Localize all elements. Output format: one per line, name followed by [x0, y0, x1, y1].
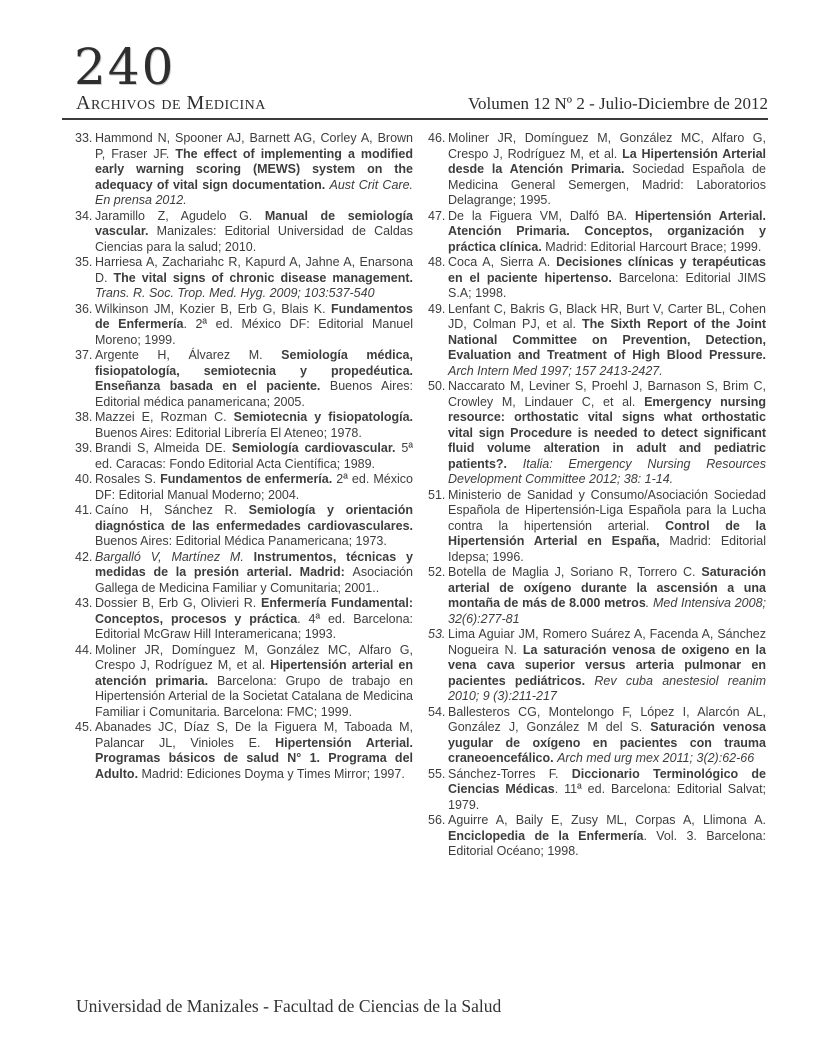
- reference-segment-bold: Saturación venosa yugular de oxígeno en pacientes con trauma craneoencefálico.: [448, 720, 766, 765]
- reference-segment-italic: Italia: Emergency Nursing Resources Development Committee 2012; 38: 1-14.: [448, 456, 766, 486]
- reference-number: 49.: [428, 301, 446, 316]
- reference-segment-bold: Fundamentos de enfermería.: [160, 472, 337, 486]
- reference-item: [428, 767, 766, 814]
- reference-item: [428, 379, 766, 488]
- reference-segment-bold: The effect of implementing a modified early warning scoring (MEWS) system on the adequacy of vital sign documentation.: [95, 146, 413, 192]
- reference-number: 54.: [428, 704, 446, 719]
- reference-segment-regular: 2ª ed. México DF: Editorial Manual Moderno; 2004.: [95, 472, 413, 502]
- reference-text: [448, 767, 766, 814]
- reference-number: 33.: [75, 131, 93, 145]
- reference-segment-italic: Trans. R. Soc. Trop. Med. Hyg. 2009; 103:537-540: [95, 286, 375, 300]
- reference-number: 51.: [428, 487, 446, 502]
- reference-number: 53.: [428, 627, 446, 641]
- reference-number: 41.: [75, 503, 93, 517]
- reference-segment-regular: . 4ª ed. Barcelona: Editorial McGraw Hill Interamericana; 1993.: [95, 611, 413, 641]
- reference-segment-bold: Diccionario Terminológico de Ciencias Médicas: [448, 766, 766, 796]
- reference-text: [448, 255, 766, 302]
- reference-segment-regular: Moliner JR, Domínguez M, González MC, Alfaro G, Crespo J, Rodríguez M, et al.: [95, 642, 413, 672]
- reference-segment-bold: Semiología y orientación diagnóstica de las enfermedades cardiovasculares.: [95, 503, 413, 533]
- reference-item: [75, 131, 413, 209]
- reference-segment-regular: Wilkinson JM, Kozier B, Erb G, Blais K.: [95, 301, 332, 316]
- references-column-left: [75, 131, 413, 860]
- reference-item: [75, 410, 413, 441]
- reference-item: [75, 441, 413, 472]
- reference-segment-bold: Control de la Hipertensión Arterial en España,: [448, 518, 766, 548]
- reference-segment-regular: De la Figuera VM, Dalfó BA.: [448, 208, 635, 223]
- reference-item: [75, 472, 413, 503]
- reference-segment-bold: Decisiones clínicas y terapéuticas en el paciente hipertenso.: [448, 255, 766, 285]
- reference-segment-bold: Hipertensión Arterial. Atención Primaria. Conceptos, organización y práctica clínica.: [448, 208, 766, 254]
- reference-text: [95, 643, 413, 721]
- page-number: 240: [74, 38, 176, 96]
- reference-item: [75, 302, 413, 349]
- reference-segment-italic: Arch med urg mex 2011; 3(2):62-66: [557, 751, 755, 765]
- reference-segment-bold: Semiología médica, fisiopatología, semiotecnia y propedéutica. Enseñanza basada en el paciente.: [95, 348, 413, 393]
- reference-text: [95, 503, 413, 550]
- reference-item: [428, 255, 766, 302]
- reference-segment-regular: Buenos Aires: Editorial médica panamericana; 2005.: [95, 379, 413, 409]
- reference-number: 42.: [75, 549, 93, 564]
- reference-segment-regular: . 2ª ed. México DF: Editorial Manuel Moreno; 1999.: [95, 317, 413, 347]
- reference-segment-bold: Semiología cardiovascular.: [231, 441, 402, 455]
- reference-text: [448, 627, 766, 705]
- reference-segment-regular: . Vol. 3. Barcelona: Editorial Océano; 1998.: [448, 828, 766, 858]
- reference-item: [75, 720, 413, 782]
- references-column-right: [428, 131, 766, 860]
- reference-segment-regular: Ballesteros CG, Montelongo F, López I, Alarcón AL, González J, González M del S.: [448, 704, 766, 734]
- reference-segment-regular: Ministerio de Sanidad y Consumo/Asociación Sociedad Española de Hipertensión-Liga Española para la Lucha contra la hipertensión arterial.: [448, 487, 766, 533]
- reference-text: [95, 255, 413, 302]
- reference-number: 40.: [75, 472, 93, 486]
- reference-number: 52.: [428, 565, 446, 579]
- reference-segment-regular: Sociedad Española de Medicina General Semergen, Madrid: Laboratorios Delagrange; 1995.: [448, 162, 766, 207]
- reference-segment-bold: Instrumentos, técnicas y medidas de la presión arterial. Madrid:: [95, 549, 414, 579]
- reference-segment-regular: Madrid: Ediciones Doyma y Times Mirror; 1997.: [141, 766, 405, 781]
- reference-text: [95, 131, 413, 209]
- reference-text: [95, 410, 413, 441]
- reference-number: 37.: [75, 348, 93, 362]
- reference-number: 45.: [75, 720, 93, 734]
- reference-number: 43.: [75, 596, 93, 610]
- reference-segment-bold: Manual de semiología vascular.: [95, 208, 413, 238]
- reference-segment-regular: Buenos Aires: Editorial Médica Panamericana; 1973.: [95, 534, 387, 548]
- reference-text: [448, 131, 766, 209]
- reference-segment-regular: Asociación Gallega de Medicina Familiar y Comunitaria; 2001..: [95, 565, 413, 595]
- issue-info: Volumen 12 Nº 2 - Julio-Diciembre de 2012: [467, 94, 768, 113]
- reference-text: [448, 565, 766, 627]
- reference-item: [75, 209, 413, 256]
- journal-title: Archivos de Medicina: [76, 92, 266, 114]
- reference-segment-regular: Rosales S.: [95, 472, 161, 486]
- reference-segment-bold: Emergency nursing resource: orthostatic vital signs what orthostatic vital sign Procedure is needed to detect significant fluid volume alteration in adult and pediatric patients?.: [448, 394, 766, 471]
- reference-number: 38.: [75, 410, 93, 424]
- reference-segment-regular: Barcelona: Grupo de trabajo en Hipertensión Arterial de la Societat Catalana de Medicina Familiar i Comunitaria. Barcelona: FMC; 1999.: [95, 673, 413, 719]
- reference-segment-regular: Mazzei E, Rozman C.: [95, 410, 234, 424]
- reference-segment-regular: Madrid: Editorial Idepsa; 1996.: [448, 534, 766, 564]
- reference-segment-regular: Barcelona: Editorial JIMS S.A; 1998.: [448, 270, 766, 300]
- reference-number: 39.: [75, 441, 93, 455]
- reference-item: [428, 813, 766, 860]
- reference-segment-italic: Aust Crit Care. En prensa 2012.: [95, 177, 414, 207]
- reference-item: [75, 596, 413, 643]
- reference-segment-italic: Rev cuba anestesiol reanim 2010; 9 (3):211-217: [448, 673, 766, 703]
- reference-segment-italic: . Med Intensiva 2008; 32(6):277-81: [448, 596, 766, 626]
- reference-text: [448, 379, 766, 488]
- reference-number: 47.: [428, 208, 446, 223]
- header-row: [62, 92, 768, 120]
- reference-number: 56.: [428, 813, 446, 827]
- reference-segment-regular: Hammond N, Spooner AJ, Barnett AG, Corley A, Brown P, Fraser JF.: [95, 131, 413, 161]
- reference-segment-regular: Lima Aguiar JM, Romero Suárez A, Facenda A, Sánchez Nogueira N.: [448, 627, 766, 657]
- reference-item: [75, 503, 413, 550]
- reference-text: [95, 550, 413, 597]
- reference-segment-bold: Hipertensión arterial en atención primaria.: [95, 658, 414, 688]
- reference-text: [448, 209, 766, 256]
- reference-item: [428, 209, 766, 256]
- reference-number: 35.: [75, 255, 93, 269]
- reference-segment-regular: . 11ª ed. Barcelona: Editorial Salvat; 1979.: [448, 782, 767, 812]
- reference-item: [428, 488, 766, 566]
- reference-segment-regular: Coca A, Sierra A.: [448, 255, 557, 269]
- reference-text: [95, 348, 413, 410]
- reference-segment-regular: Manizales: Editorial Universidad de Caldas Ciencias para la salud; 2010.: [95, 224, 413, 254]
- reference-text: [95, 720, 413, 782]
- reference-text: [448, 302, 766, 380]
- reference-item: [428, 131, 766, 209]
- reference-segment-regular: Botella de Maglia J, Soriano R, Torrero C.: [448, 565, 702, 579]
- reference-text: [448, 488, 766, 566]
- reference-number: 48.: [428, 255, 446, 269]
- reference-segment-regular: Caíno H, Sánchez R.: [95, 503, 249, 517]
- reference-text: [95, 209, 413, 256]
- reference-segment-regular: Argente H, Álvarez M.: [95, 348, 282, 362]
- reference-item: [428, 302, 766, 380]
- reference-segment-regular: Brandi S, Almeida DE.: [95, 441, 232, 455]
- reference-segment-regular: 5ª ed. Caracas: Fondo Editorial Acta Científica; 1989.: [95, 441, 413, 471]
- reference-item: [75, 550, 413, 597]
- reference-segment-regular: Madrid: Editorial Harcourt Brace; 1999.: [545, 239, 762, 254]
- reference-segment-bold: Enfermería Fundamental: Conceptos, procesos y práctica: [95, 596, 413, 626]
- reference-segment-regular: Naccarato M, Leviner S, Proehl J, Barnason S, Brim C, Crowley M, Lindauer C, et al.: [448, 379, 766, 409]
- page-header: [62, 0, 768, 120]
- reference-item: [428, 565, 766, 627]
- reference-text: [448, 705, 766, 767]
- reference-segment-italic: Bargalló V, Martínez M.: [95, 549, 254, 564]
- reference-item: [75, 255, 413, 302]
- reference-number: 50.: [428, 379, 446, 393]
- reference-number: 55.: [428, 766, 446, 781]
- reference-number: 46.: [428, 131, 446, 145]
- reference-number: 44.: [75, 642, 93, 657]
- reference-segment-bold: Enciclopedia de la Enfermería: [448, 828, 644, 843]
- reference-segment-bold: La saturación venosa de oxigeno en la vena cava superior versus arteria pulmonar en pacientes pediátricos.: [448, 642, 766, 688]
- reference-item: [75, 643, 413, 721]
- reference-segment-regular: Buenos Aires: Editorial Librería El Ateneo; 1978.: [95, 425, 362, 440]
- reference-item: [428, 627, 766, 705]
- footer-text: Universidad de Manizales - Facultad de Ciencias de la Salud: [76, 996, 502, 1016]
- references-section: [75, 131, 766, 860]
- reference-item: [428, 705, 766, 767]
- reference-text: [95, 441, 413, 472]
- reference-text: [95, 472, 413, 503]
- reference-segment-bold: The vital signs of chronic disease management.: [113, 270, 413, 285]
- reference-segment-regular: Harriesa A, Zachariahc R, Kapurd A, Jahne A, Enarsona D.: [95, 255, 413, 285]
- reference-segment-bold: La Hipertensión Arterial desde la Atención Primaria.: [448, 146, 766, 176]
- reference-segment-bold: The Sixth Report of the Joint National Committee on Prevention, Detection, Evaluation and Treatment of High Blood Pressure.: [448, 317, 766, 362]
- reference-text: [95, 596, 413, 643]
- reference-text: [95, 302, 413, 349]
- reference-segment-regular: Aguirre A, Baily E, Zusy ML, Corpas A, Llimona A.: [448, 813, 766, 827]
- reference-segment-regular: Sánchez-Torres F.: [448, 766, 572, 781]
- reference-segment-regular: Abanades JC, Díaz S, De la Figuera M, Taboada M, Palancar JL, Vinioles E.: [95, 720, 413, 750]
- reference-segment-bold: Fundamentos de Enfermería: [95, 301, 413, 331]
- reference-segment-italic: Arch Intern Med 1997; 157 2413-2427.: [448, 363, 663, 378]
- reference-segment-regular: Jaramillo Z, Agudelo G.: [95, 208, 265, 223]
- reference-text: [448, 813, 766, 860]
- reference-segment-regular: Dossier B, Erb G, Olivieri R.: [95, 596, 261, 610]
- reference-segment-bold: Hipertensión Arterial. Programas básicos de salud N° 1. Programa del Adulto.: [95, 735, 413, 781]
- reference-number: 34.: [75, 208, 93, 223]
- reference-number: 36.: [75, 301, 93, 316]
- reference-segment-regular: Lenfant C, Bakris G, Black HR, Burt V, Carter BL, Cohen JD, Colman PJ, et al.: [448, 301, 766, 331]
- reference-item: [75, 348, 413, 410]
- reference-segment-bold: Semiotecnia y fisiopatología.: [233, 410, 413, 424]
- reference-segment-bold: Saturación arterial de oxígeno durante la ascensión a una montaña de más de 8.000 metros: [448, 565, 766, 610]
- reference-segment-regular: Moliner JR, Domínguez M, González MC, Alfaro G, Crespo J, Rodríguez M, et al.: [448, 131, 766, 161]
